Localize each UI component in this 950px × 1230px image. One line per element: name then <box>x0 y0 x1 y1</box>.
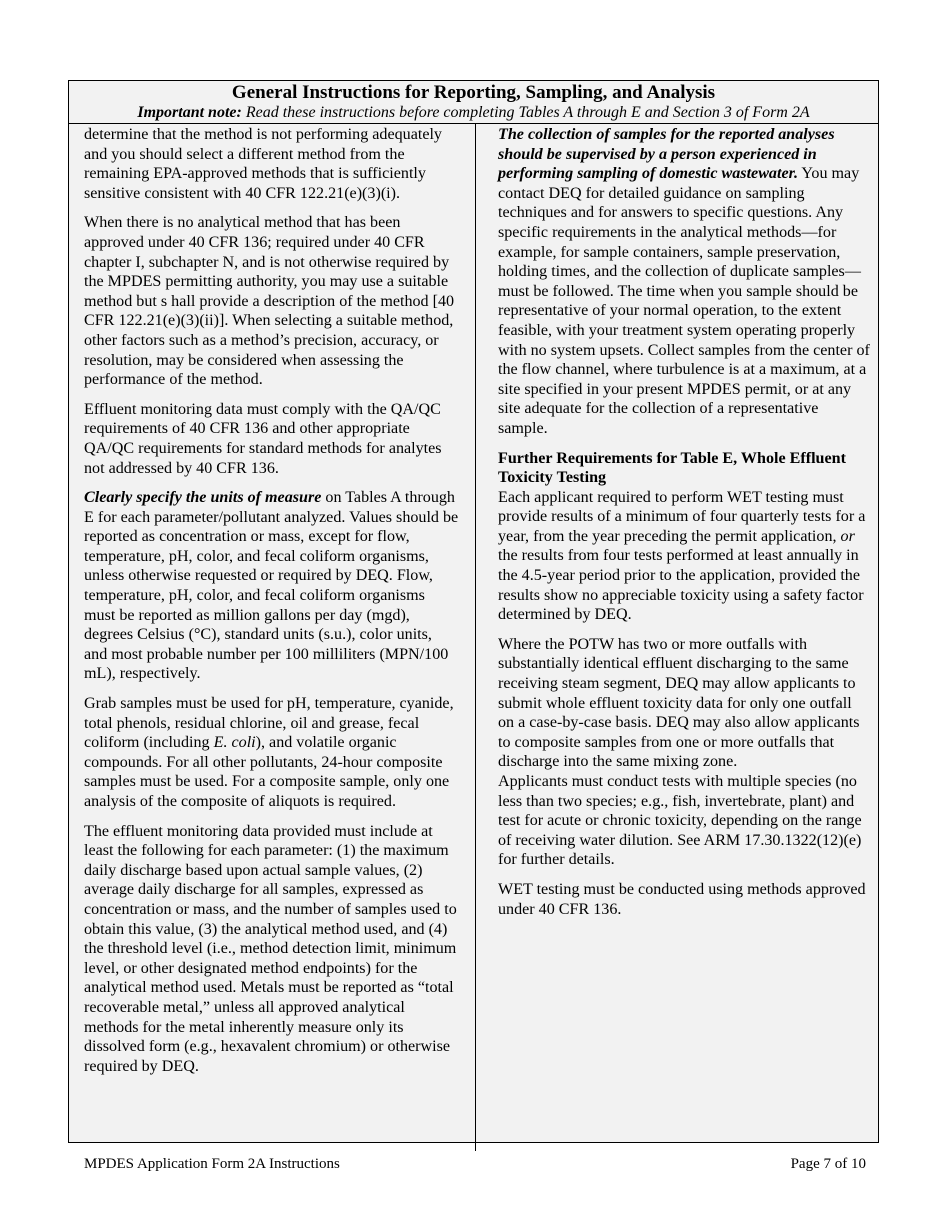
paragraph: Where the POTW has two or more outfalls with substantially identical effluent discharging to the same receiving steam segment, DEQ may allow applicants to submit whole effluent toxicity data for only one outfall on a case-by-case basis. DEQ may also allow applicants to composite samples from one or more outfalls that discharge into the same mixing zone. <box>498 635 860 771</box>
paragraph <box>498 488 870 625</box>
paragraph <box>84 694 459 812</box>
right-column <box>498 125 870 929</box>
left-column <box>84 125 459 1076</box>
emphasis-text: Clearly specify the units of measure <box>84 489 322 507</box>
paragraph-text: ), and volatile organic compounds. For all other pollutants, 24-hour composite samples must be used. For a composite sample, only one analysis of the composite of aliquots is required. <box>84 734 450 810</box>
section-title: General Instructions for Reporting, Sampling, and Analysis <box>231 82 716 103</box>
paragraph: Effluent monitoring data must comply with the QA/QC requirements of 40 CFR 136 and other appropriate QA/QC requirements for standard methods for analytes not addressed by 40 CFR 136. <box>84 400 442 477</box>
paragraph <box>498 125 870 439</box>
paragraph: Applicants must conduct tests with multiple species (no less than two species; e.g., fish, invertebrate, plant) and test for acute or chronic toxicity, depending on the range of receiving water dilution. See ARM 17.30.1322(12)(e) for further details. <box>498 773 862 869</box>
italic-text: E. coli <box>213 734 256 752</box>
paragraph-text: You may contact DEQ for detailed guidance on sampling techniques and for answers to specific questions. Any specific requirements in the analytical methods—for example, for sample containers, sample preservation, holding times, and the collection of duplicate samples—must be followed. The time when you sample should be representative of your normal operation, to the extent feasible, with your treatment system operating properly with no system upsets. Collect samples from the center of the flow channel, where turbulence is at a maximum, at a site specified in your present MPDES permit, or at any site adequate for the collection of a representative sample. <box>498 165 870 437</box>
footer-document-title: MPDES Application Form 2A Instructions <box>84 1156 340 1172</box>
paragraph: The effluent monitoring data provided must include at least the following for each parameter: (1) the maximum daily discharge based upon actual sample values, (2) average daily discharge for all samples, expressed as concentration or mass, and the number of samples used to obtain this value, (3) the analytical method used, and (4) the threshold level (i.e., method detection limit, minimum level, or other designated method endpoints) for the analytical method used. Metals must be reported as “total recoverable metal,” unless all approved analytical methods for the metal inherently measure only its dissolved form (e.g., hexavalent chromium) or otherwise required by DEQ. <box>84 822 457 1075</box>
paragraph: determine that the method is not performing adequately and you should select a different method from the remaining EPA-approved methods that is sufficiently sensitive consistent with 40 CFR 122.21(e)(3)(i). <box>84 126 442 202</box>
paragraph-text: Grab samples must be used for pH, temperature, cyanide, total phenols, residual chlorine, oil and grease, fecal coliform (including <box>84 695 454 752</box>
section-header <box>69 81 878 124</box>
paragraph-text: on Tables A through E for each parameter/pollutant analyzed. Values should be reported as concentration or mass, except for flow, temperature, pH, color, and fecal coliform organisms, unless otherwise requested or required by DEQ. Flow, temperature, pH, color, and fecal coliform organisms must be reported as million gallons per day (mgd), degrees Celsius (°C), standard units (s.u.), color units, and most probable number per 100 milliliters (MPN/100 mL), respectively. <box>84 489 459 683</box>
important-note-text: Read these instructions before completing Tables A through E and Section 3 of Form 2A <box>241 104 810 121</box>
subsection-heading: Further Requirements for Table E, Whole Effluent Toxicity Testing <box>498 449 846 487</box>
column-divider <box>475 124 476 1151</box>
italic-text: or <box>840 527 855 545</box>
emphasis-text: The collection of samples for the reported analyses should be supervised by a person experienced in performing sampling of domestic wastewater. <box>498 126 835 183</box>
footer-page-number: Page 7 of 10 <box>790 1156 866 1172</box>
instructions-frame <box>68 80 879 1143</box>
paragraph-text: the results from four tests performed at least annually in the 4.5-year period prior to the application, provided the results show no appreciable toxicity using a safety factor determined by DEQ. <box>498 547 864 624</box>
important-note <box>69 104 878 122</box>
paragraph: When there is no analytical method that has been approved under 40 CFR 136; required under 40 CFR chapter I, subchapter N, and is not otherwise required by the MPDES permitting authority, you may use a suitable method but s hall provide a description of the method [40 CFR 122.21(e)(3)(ii)]. When selecting a suitable method, other factors such as a method’s precision, accuracy, or resolution, may be considered when assessing the performance of the method. <box>84 214 455 389</box>
paragraph <box>84 488 459 684</box>
important-note-label: Important note: <box>137 104 242 121</box>
paragraph: WET testing must be conducted using methods approved under 40 CFR 136. <box>498 880 866 918</box>
paragraph-text: Each applicant required to perform WET testing must provide results of a minimum of four quarterly tests for a year, from the year preceding the permit application, <box>498 488 866 545</box>
